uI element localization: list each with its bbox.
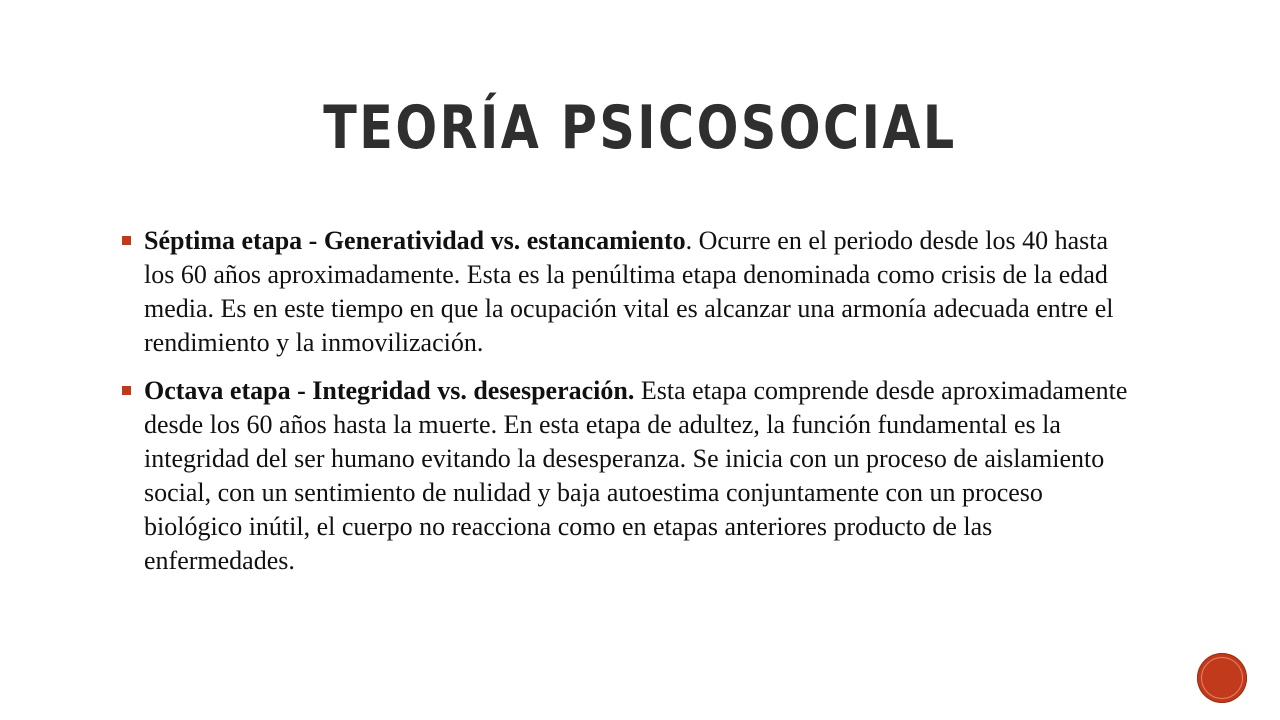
- bullet-lead: Octava etapa - Integridad vs. desesperación.: [144, 376, 635, 405]
- square-bullet-icon: [122, 386, 131, 395]
- badge-ring: [1201, 657, 1243, 699]
- bullet-lead: Séptima etapa - Generatividad vs. estancamiento: [144, 226, 686, 255]
- bullet-list: [120, 224, 1140, 592]
- slide-number-badge-icon: [1197, 653, 1247, 703]
- slide-title: TEORÍA PSICOSOCIAL: [323, 93, 957, 163]
- bullet-item-septima: [120, 224, 1140, 360]
- square-bullet-icon: [122, 236, 131, 245]
- bullet-item-octava: [120, 374, 1140, 578]
- bullet-text: . Ocurre en el periodo desde los 40 hasta los 60 años aproximadamente. Esta es la penúltima etapa denominada como crisis de la edad media. Es en este tiempo en que la ocupación vital es alcanzar una armonía adecuada entre el rendimiento y la inmovilización.: [144, 226, 1114, 357]
- bullet-text: Esta etapa comprende desde aproximadamente desde los 60 años hasta la muerte. En esta etapa de adultez, la función fundamental es la integridad del ser humano evitando la desesperanza. Se inicia con un proceso de aislamiento social, con un sentimiento de nulidad y baja autoestima conjuntamente con un proceso biológico inútil, el cuerpo no reacciona como en etapas anteriores producto de las enfermedades.: [144, 376, 1128, 575]
